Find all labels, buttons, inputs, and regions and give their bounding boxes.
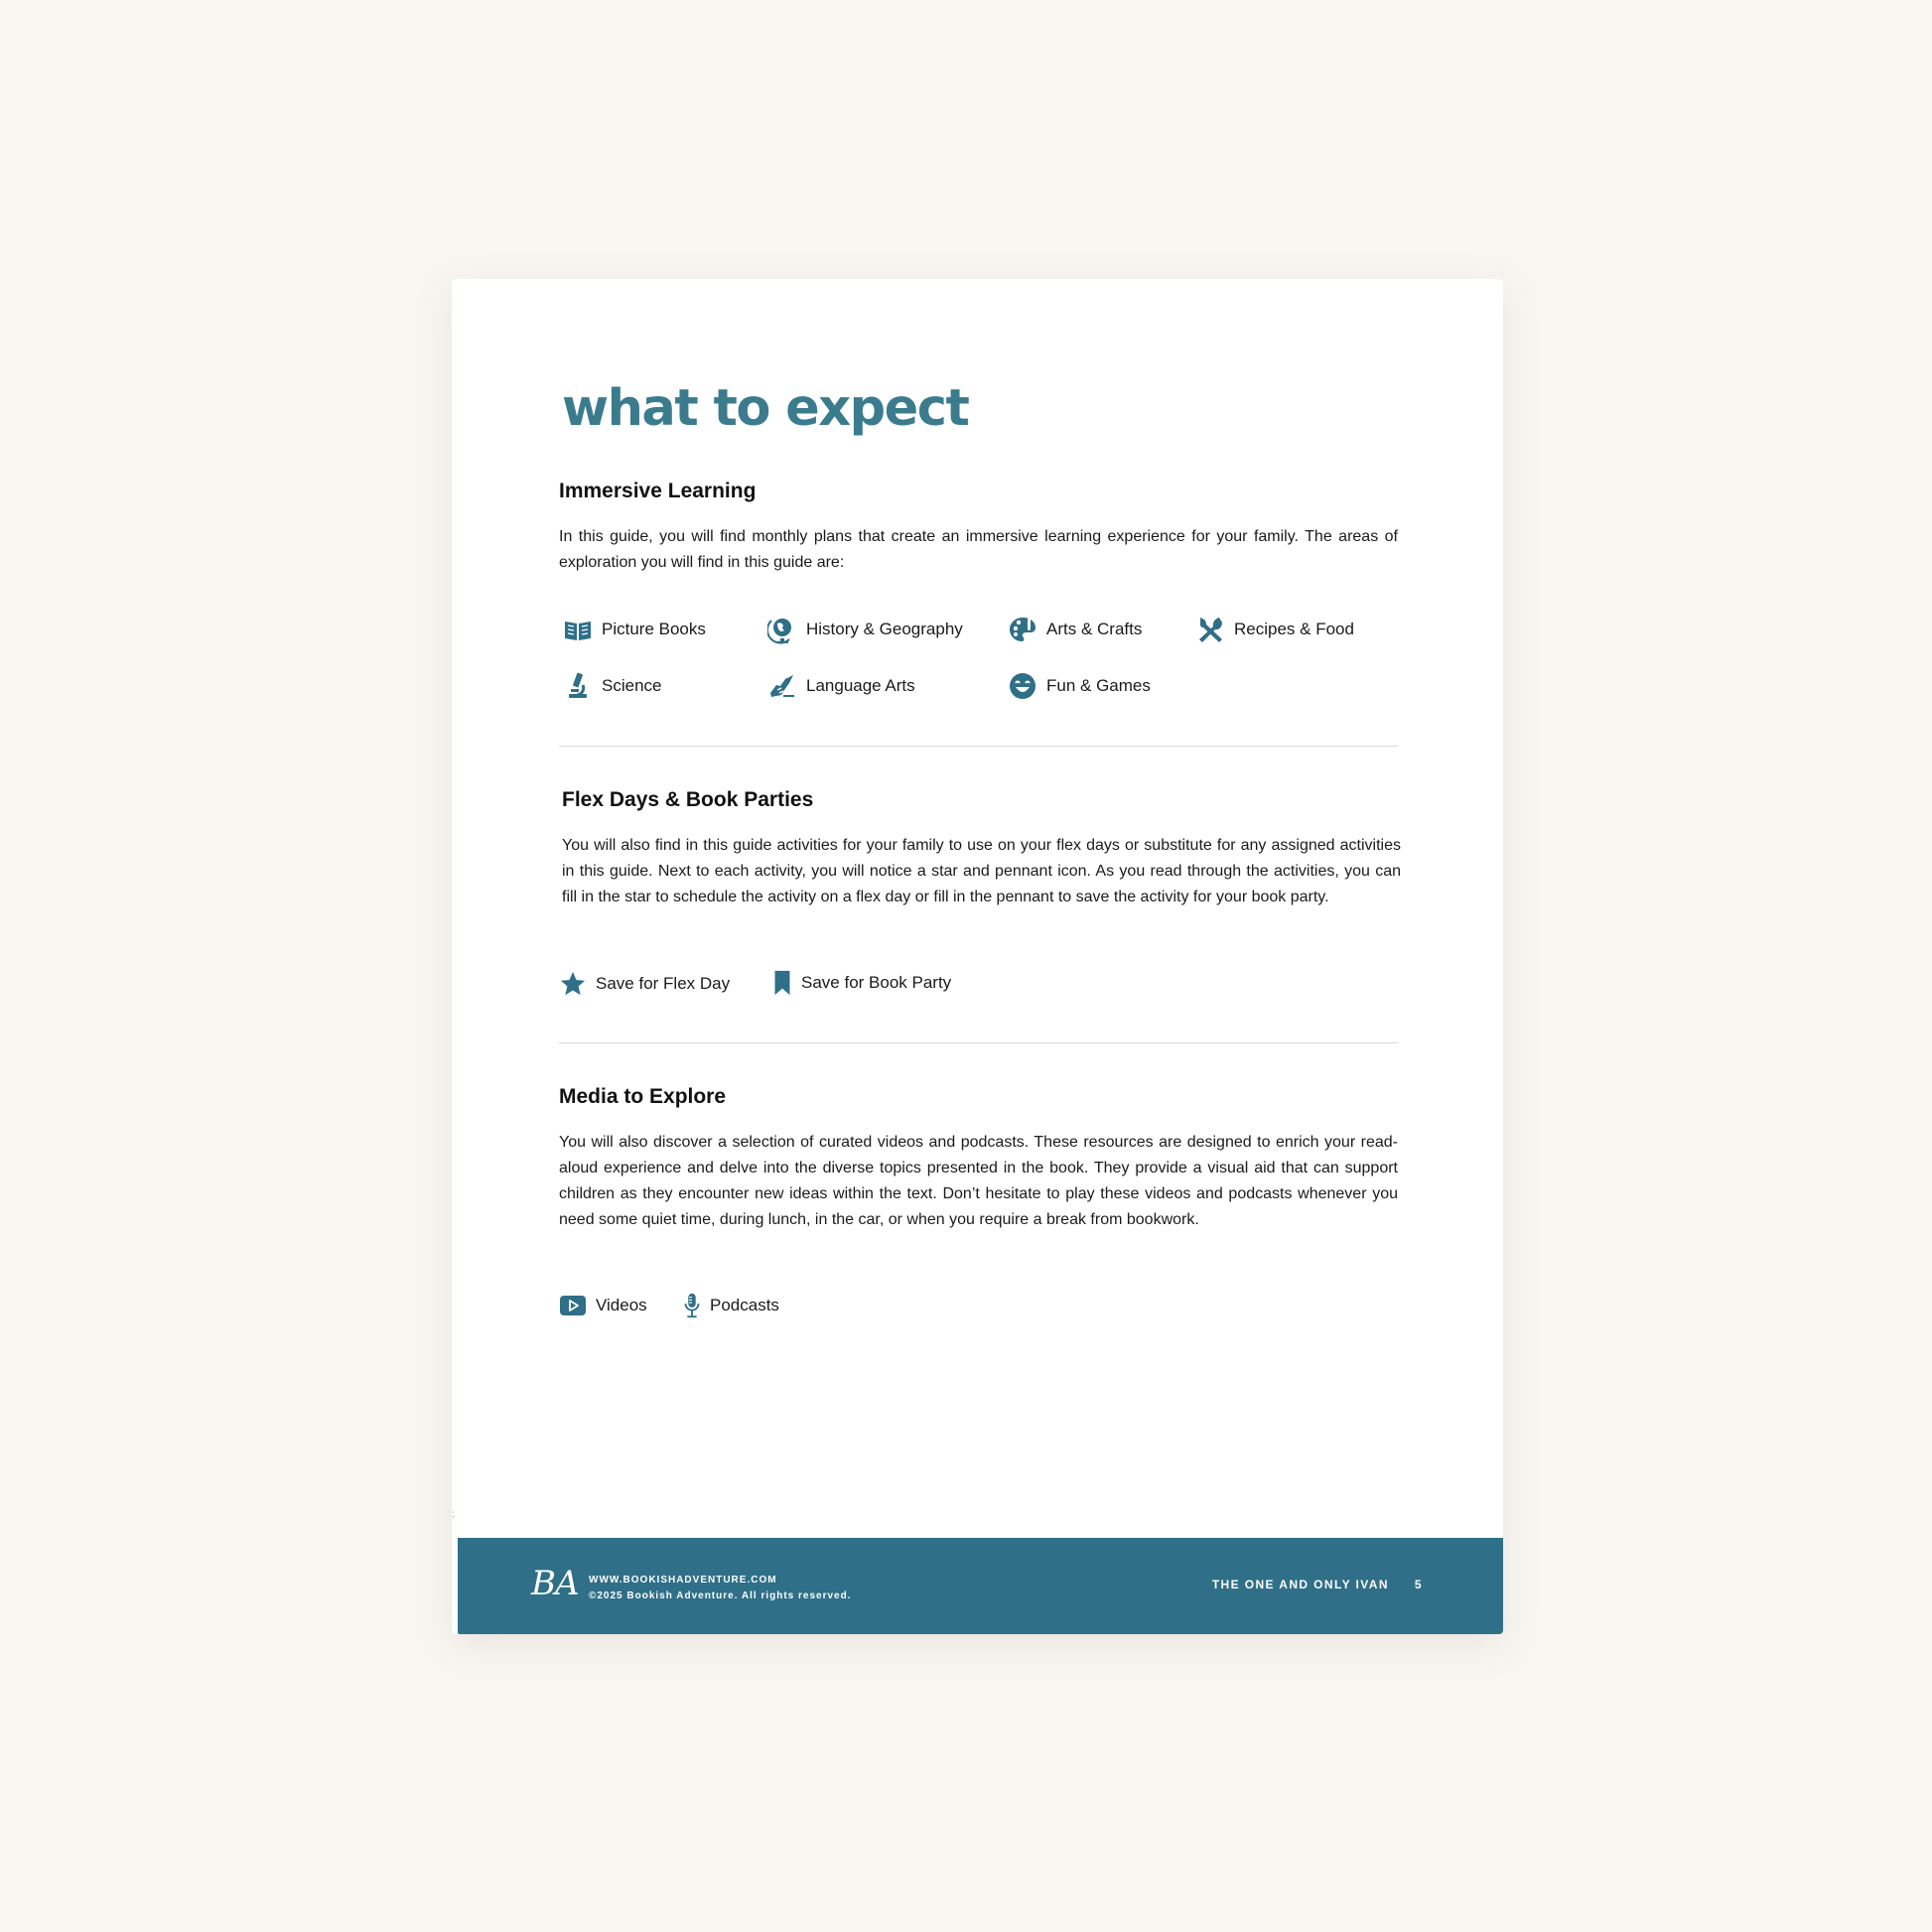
category-recipes-food [1195, 614, 1354, 645]
writing-hand-icon [767, 671, 797, 701]
podcasts-legend [683, 1291, 779, 1320]
category-science [563, 670, 661, 702]
microphone-icon [683, 1292, 701, 1319]
footer-right [1212, 1578, 1423, 1591]
immersive-learning-text: In this guide, you will find monthly plans that create an immersive learning experience for your family. The areas of exploration you will find in this guide are: [559, 528, 1398, 571]
category-history-geography [767, 614, 963, 645]
podcasts-label: Podcasts [710, 1296, 779, 1314]
category-label: Picture Books [602, 620, 706, 638]
category-label: Arts & Crafts [1046, 620, 1143, 638]
category-arts-crafts [1008, 614, 1142, 645]
flex-days-section [562, 788, 1401, 812]
category-label: Recipes & Food [1234, 620, 1354, 638]
category-picture-books [563, 614, 706, 645]
book-party-legend [772, 968, 951, 998]
category-label: Fun & Games [1046, 676, 1151, 695]
footer-page-number: 5 [1414, 1578, 1423, 1591]
media-heading: Media to Explore [559, 1085, 727, 1108]
brand-logo: BA [531, 1564, 579, 1603]
star-icon [559, 970, 587, 998]
category-fun-games [1008, 670, 1151, 702]
footer-book-title: THE ONE AND ONLY IVAN [1211, 1578, 1389, 1591]
videos-legend [559, 1291, 647, 1320]
footer-website: WWW.BOOKISHADVENTURE.COM [589, 1575, 777, 1586]
category-label: History & Geography [806, 620, 963, 638]
utensils-icon [1195, 615, 1225, 644]
category-label: Science [602, 676, 662, 695]
section-divider [559, 746, 1398, 747]
open-book-icon [563, 615, 593, 644]
media-body [559, 1130, 1398, 1233]
book-party-label: Save for Book Party [801, 973, 952, 992]
guide-page [452, 279, 1503, 1634]
immersive-learning-heading: Immersive Learning [559, 480, 757, 502]
video-play-icon [559, 1294, 587, 1317]
immersive-learning-section [559, 480, 1398, 503]
flex-days-heading: Flex Days & Book Parties [562, 788, 814, 811]
globe-icon [767, 615, 797, 644]
footer-copyright: ©2025 Bookish Adventure. All rights reserved. [589, 1590, 852, 1601]
flex-day-legend [559, 969, 730, 999]
section-divider [559, 1042, 1398, 1043]
smiley-icon [1008, 671, 1037, 701]
flex-days-body [562, 833, 1401, 910]
flex-day-label: Save for Flex Day [596, 974, 731, 993]
media-section [559, 1085, 1398, 1109]
page-footer [458, 1538, 1503, 1634]
immersive-learning-body [559, 524, 1398, 576]
category-language-arts [767, 670, 915, 702]
category-label: Language Arts [806, 676, 915, 695]
videos-label: Videos [596, 1296, 647, 1314]
media-text: You will also discover a selection of curated videos and podcasts. These resources are designed to enrich your read-aloud experience and delve into the diverse topics presented in the book. They provide a visual aid that can support children as they encounter new ideas within the text. Don’t hesitate to play these videos and podcasts whenever you need some quiet time, during lunch, in the car, or when you require a break from bookwork. [559, 1134, 1398, 1228]
page-title: what to expect [562, 379, 969, 438]
crop-marks: : [452, 1509, 455, 1520]
flex-days-text: You will also find in this guide activities for your family to use on your flex days or substitute for any assigned activities in this guide. Next to each activity, you will notice a star and pennant icon. As you read through the activities, you can fill in the star to schedule the activity on a flex day or fill in the pennant to save the activity for your book party. [562, 837, 1401, 905]
pennant-icon [772, 969, 792, 997]
microscope-icon [563, 671, 593, 701]
footer-info [589, 1573, 851, 1604]
palette-icon [1008, 615, 1037, 644]
